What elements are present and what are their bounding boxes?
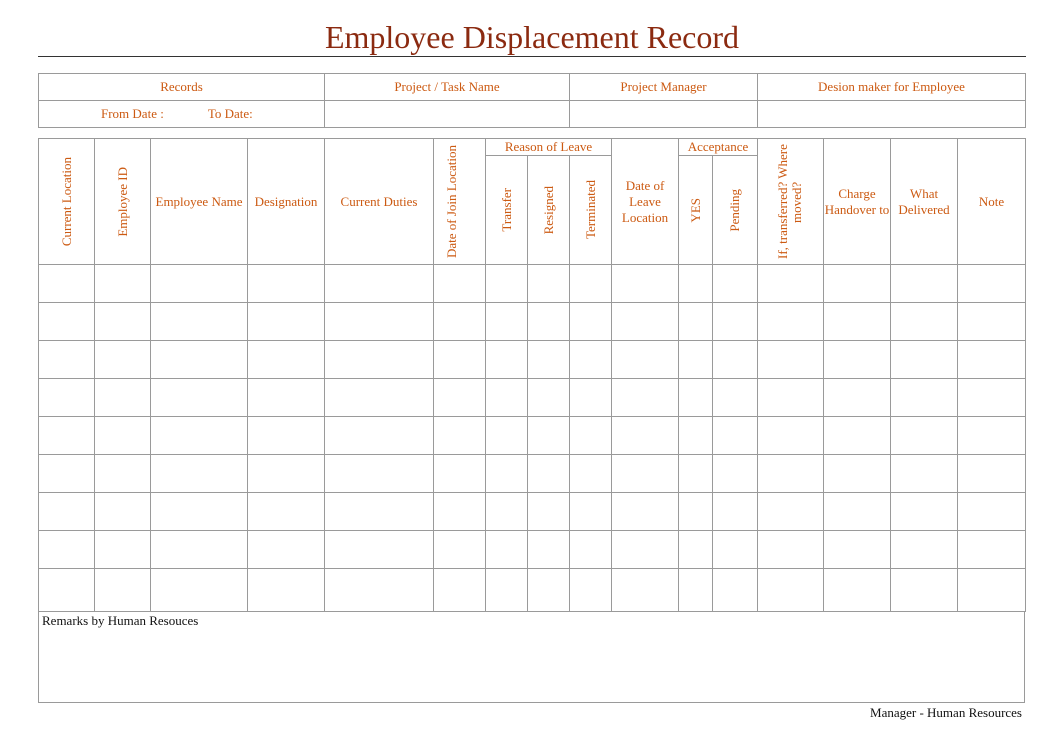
table-cell[interactable]: [612, 417, 679, 455]
records-header: Records: [39, 74, 325, 101]
table-cell[interactable]: [486, 569, 528, 612]
table-cell[interactable]: [95, 493, 151, 531]
table-cell[interactable]: [151, 531, 248, 569]
table-cell[interactable]: [39, 379, 95, 417]
table-row: [39, 303, 1026, 341]
table-cell[interactable]: [151, 417, 248, 455]
table-cell[interactable]: [679, 455, 713, 493]
table-cell[interactable]: [151, 569, 248, 612]
table-cell[interactable]: [325, 341, 434, 379]
pending-header: Pending: [713, 156, 758, 265]
table-cell[interactable]: [95, 455, 151, 493]
table-cell[interactable]: [434, 417, 486, 455]
employee-id-header: Employee ID: [95, 139, 151, 265]
table-row: [39, 379, 1026, 417]
table-cell[interactable]: [486, 303, 528, 341]
table-cell[interactable]: [891, 531, 958, 569]
employee-name-header: Employee Name: [151, 139, 248, 265]
table-cell[interactable]: [891, 569, 958, 612]
table-cell[interactable]: [528, 417, 570, 455]
table-cell[interactable]: [95, 531, 151, 569]
table-cell[interactable]: [612, 303, 679, 341]
table-cell[interactable]: [713, 265, 758, 303]
table-cell[interactable]: [891, 417, 958, 455]
table-cell[interactable]: [528, 341, 570, 379]
table-cell[interactable]: [325, 417, 434, 455]
acceptance-header: Acceptance: [679, 139, 758, 156]
table-cell[interactable]: [570, 493, 612, 531]
table-cell[interactable]: [528, 531, 570, 569]
table-cell[interactable]: [248, 303, 325, 341]
table-cell[interactable]: [248, 341, 325, 379]
project-manager-header: Project Manager: [570, 74, 758, 101]
table-cell[interactable]: [824, 265, 891, 303]
table-cell[interactable]: [151, 379, 248, 417]
table-row: [39, 569, 1026, 612]
table-cell[interactable]: [958, 379, 1026, 417]
table-cell[interactable]: [713, 417, 758, 455]
table-cell[interactable]: [713, 493, 758, 531]
data-rows: [39, 265, 1026, 612]
table-cell[interactable]: [486, 493, 528, 531]
table-cell[interactable]: [325, 531, 434, 569]
table-cell[interactable]: [95, 265, 151, 303]
table-cell[interactable]: [434, 265, 486, 303]
project-manager-field[interactable]: [570, 101, 758, 128]
table-cell[interactable]: [95, 303, 151, 341]
table-cell[interactable]: [570, 531, 612, 569]
table-cell[interactable]: [824, 455, 891, 493]
table-cell[interactable]: [248, 417, 325, 455]
table-cell[interactable]: [824, 417, 891, 455]
table-cell[interactable]: [248, 531, 325, 569]
table-cell[interactable]: [39, 531, 95, 569]
table-cell[interactable]: [528, 379, 570, 417]
project-task-header: Project / Task Name: [325, 74, 570, 101]
table-cell[interactable]: [570, 417, 612, 455]
hr-manager-signature: Manager - Human Resources: [870, 705, 1022, 720]
table-cell[interactable]: [528, 303, 570, 341]
date-range-cell[interactable]: [39, 101, 325, 128]
table-cell[interactable]: [891, 303, 958, 341]
table-cell[interactable]: [958, 341, 1026, 379]
table-cell[interactable]: [679, 493, 713, 531]
table-cell[interactable]: [151, 493, 248, 531]
table-cell[interactable]: [528, 265, 570, 303]
date-of-leave-header: Date of Leave Location: [612, 139, 679, 265]
table-cell[interactable]: [434, 341, 486, 379]
table-cell[interactable]: [679, 569, 713, 612]
table-cell[interactable]: [325, 303, 434, 341]
table-cell[interactable]: [325, 265, 434, 303]
table-cell[interactable]: [612, 379, 679, 417]
table-cell[interactable]: [758, 531, 824, 569]
table-cell[interactable]: [824, 493, 891, 531]
table-cell[interactable]: [891, 379, 958, 417]
table-cell[interactable]: [679, 379, 713, 417]
table-cell[interactable]: [679, 531, 713, 569]
table-cell[interactable]: [95, 379, 151, 417]
table-cell[interactable]: [570, 341, 612, 379]
table-cell[interactable]: [434, 379, 486, 417]
table-cell[interactable]: [713, 455, 758, 493]
table-cell[interactable]: [958, 265, 1026, 303]
table-cell[interactable]: [248, 455, 325, 493]
table-cell[interactable]: [758, 417, 824, 455]
page-title: Employee Displacement Record: [324, 19, 740, 55]
resigned-header: Resigned: [528, 156, 570, 265]
table-cell[interactable]: [95, 569, 151, 612]
table-cell[interactable]: [824, 303, 891, 341]
table-cell[interactable]: [39, 455, 95, 493]
table-cell[interactable]: [151, 265, 248, 303]
table-cell[interactable]: [612, 569, 679, 612]
project-task-field[interactable]: [325, 101, 570, 128]
current-location-header: Current Location: [39, 139, 95, 265]
table-cell[interactable]: [612, 265, 679, 303]
title-underline: [38, 56, 1026, 57]
table-cell[interactable]: [958, 531, 1026, 569]
yes-header: YES: [679, 156, 713, 265]
table-cell[interactable]: [824, 569, 891, 612]
from-date-label: From Date :: [101, 106, 164, 121]
table-cell[interactable]: [713, 303, 758, 341]
to-date-label: To Date:: [207, 106, 253, 121]
charge-handover-header: Charge Handover to: [824, 139, 891, 265]
table-cell[interactable]: [758, 455, 824, 493]
note-header: Note: [958, 139, 1026, 265]
table-cell[interactable]: [612, 493, 679, 531]
record-info-table: [38, 73, 1026, 128]
decision-maker-header: Desion maker for Employee: [758, 74, 1026, 101]
table-cell[interactable]: [325, 569, 434, 612]
table-cell[interactable]: [325, 455, 434, 493]
table-cell[interactable]: [39, 569, 95, 612]
table-cell[interactable]: [891, 455, 958, 493]
table-cell[interactable]: [528, 493, 570, 531]
date-of-join-header: Date of Join Location: [434, 139, 486, 265]
table-cell[interactable]: [758, 265, 824, 303]
table-cell[interactable]: [570, 455, 612, 493]
table-cell[interactable]: [679, 341, 713, 379]
table-cell[interactable]: [758, 341, 824, 379]
table-cell[interactable]: [486, 379, 528, 417]
table-cell[interactable]: [248, 569, 325, 612]
table-cell[interactable]: [434, 531, 486, 569]
table-cell[interactable]: [758, 569, 824, 612]
table-row: [39, 417, 1026, 455]
table-cell[interactable]: [486, 265, 528, 303]
table-cell[interactable]: [248, 265, 325, 303]
table-cell[interactable]: [486, 455, 528, 493]
table-cell[interactable]: [486, 341, 528, 379]
table-cell[interactable]: [570, 265, 612, 303]
decision-maker-field[interactable]: [758, 101, 1026, 128]
table-row: [39, 341, 1026, 379]
reason-of-leave-header: Reason of Leave: [486, 139, 612, 156]
what-delivered-header: What Delivered: [891, 139, 958, 265]
designation-header: Designation: [248, 139, 325, 265]
table-cell[interactable]: [612, 341, 679, 379]
table-row: [39, 531, 1026, 569]
table-cell[interactable]: [679, 303, 713, 341]
table-cell[interactable]: [434, 493, 486, 531]
table-cell[interactable]: [758, 303, 824, 341]
table-cell[interactable]: [434, 569, 486, 612]
table-cell[interactable]: [95, 417, 151, 455]
table-cell[interactable]: [434, 455, 486, 493]
table-cell[interactable]: [958, 569, 1026, 612]
current-duties-header: Current Duties: [325, 139, 434, 265]
remarks-label: Remarks by Human Resouces: [42, 613, 199, 628]
table-cell[interactable]: [95, 341, 151, 379]
table-row: [39, 265, 1026, 303]
table-cell[interactable]: [891, 341, 958, 379]
table-cell[interactable]: [958, 303, 1026, 341]
table-cell[interactable]: [151, 341, 248, 379]
table-cell[interactable]: [570, 303, 612, 341]
table-cell[interactable]: [434, 303, 486, 341]
table-cell[interactable]: [570, 379, 612, 417]
table-cell[interactable]: [612, 455, 679, 493]
table-cell[interactable]: [486, 417, 528, 455]
table-cell[interactable]: [39, 341, 95, 379]
table-cell[interactable]: [39, 493, 95, 531]
table-cell[interactable]: [325, 379, 434, 417]
table-row: [39, 455, 1026, 493]
table-cell[interactable]: [248, 379, 325, 417]
table-cell[interactable]: [486, 531, 528, 569]
table-cell[interactable]: [39, 303, 95, 341]
table-cell[interactable]: [151, 303, 248, 341]
table-cell[interactable]: [958, 493, 1026, 531]
table-cell[interactable]: [891, 265, 958, 303]
table-cell[interactable]: [713, 341, 758, 379]
table-cell[interactable]: [528, 569, 570, 612]
table-cell[interactable]: [612, 531, 679, 569]
table-cell[interactable]: [758, 493, 824, 531]
table-cell[interactable]: [325, 493, 434, 531]
table-cell[interactable]: [151, 455, 248, 493]
table-cell[interactable]: [528, 455, 570, 493]
table-cell[interactable]: [824, 531, 891, 569]
table-cell[interactable]: [891, 493, 958, 531]
table-cell[interactable]: [713, 569, 758, 612]
table-cell[interactable]: [248, 493, 325, 531]
remarks-box[interactable]: [38, 612, 1025, 703]
transfer-header: Transfer: [486, 156, 528, 265]
table-row: [39, 493, 1026, 531]
table-cell[interactable]: [39, 265, 95, 303]
table-cell[interactable]: [824, 341, 891, 379]
table-cell[interactable]: [570, 569, 612, 612]
table-cell[interactable]: [958, 455, 1026, 493]
table-cell[interactable]: [824, 379, 891, 417]
table-cell[interactable]: [39, 417, 95, 455]
terminated-header: Terminated: [570, 156, 612, 265]
displacement-table: [38, 138, 1026, 612]
table-cell[interactable]: [679, 417, 713, 455]
table-cell[interactable]: [679, 265, 713, 303]
table-cell[interactable]: [758, 379, 824, 417]
table-cell[interactable]: [713, 531, 758, 569]
table-cell[interactable]: [958, 417, 1026, 455]
if-transferred-header: If, transferred? Where moved?: [758, 139, 824, 265]
table-cell[interactable]: [713, 379, 758, 417]
